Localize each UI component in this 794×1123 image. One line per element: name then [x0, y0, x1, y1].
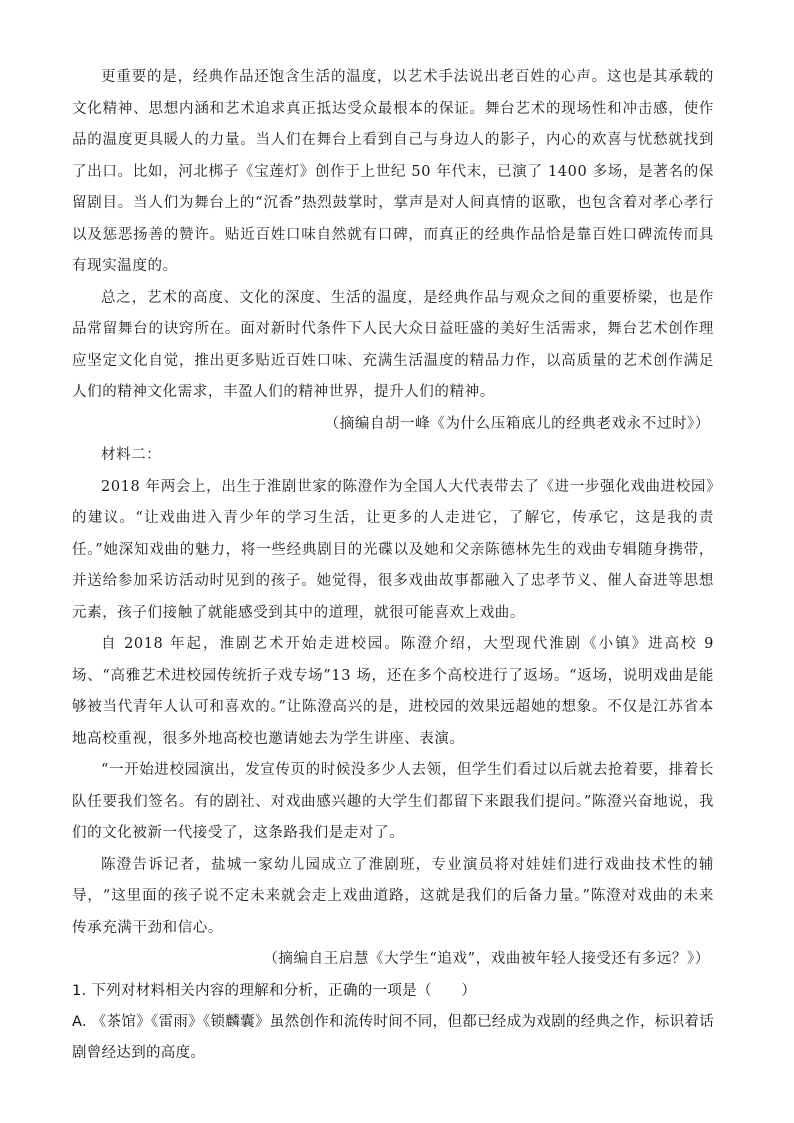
source-citation-1: （摘编自胡一峰《为什么压箱底儿的经典老戏永不过时》） [324, 415, 710, 432]
paragraph-conclusion: 总之，艺术的高度、文化的深度、生活的温度，是经典作品与观众之间的重要桥梁，也是作品常留舞台的诀窍所在。面对新时代条件下人民大众日益旺盛的美好生活需求，舞台艺术创作理应坚定文化自觉，推出更多贴近百姓口味、充满生活温度的精品力作，以高质量的艺术创作满足人们的精神文化需求，丰盈人们的精神世界，提升人们的精神。 [72, 289, 714, 400]
source-citation-2: （摘编自王启慧《大学生“追戏”，戏曲被年轻人接受还有多远？》） [263, 951, 710, 967]
paragraph-campus-performances: 自 2018 年起，淮剧艺术开始走进校园。陈澄介绍，大型现代淮剧《小镇》进高校 9 场、“高雅艺术进校园传统折子戏专场”13 场，还在多个高校进行了返场。“返场，说明戏曲是能够被当代青年人认可和喜欢的。”让陈澄高兴的是，进校园的效果远超她的想象。不仅是江苏省本地高校重视，很多外地高校也邀请她去为学生讲座、表演。 [72, 636, 714, 747]
paragraph-two-sessions: 2018 年两会上，出生于淮剧世家的陈澄作为全国人大代表带去了《进一步强化戏曲进校园》的建议。“让戏曲进入青少年的学习生活，让更多的人走进它，了解它，传承它，这是我的责任。”她深知戏曲的魅力，将一些经典剧目的光碟以及她和父亲陈德林先生的戏曲专辑随身携带，并送给参加采访活动时见到的孩子。她觉得，很多戏曲故事都融入了忠孝节义、催人奋进等思想元素，孩子们接触了就能感受到其中的道理，就很可能喜欢上戏曲。 [72, 478, 714, 621]
question-1-option-a: A. 《茶馆》《雷雨》《锁麟囊》虽然创作和流传时间不同，但都已经成为戏剧的经典之作，标识着话剧曾经达到的高度。 [72, 1013, 714, 1061]
paragraph-kindergarten-class: 陈澄告诉记者，盐城一家幼儿园成立了淮剧班，专业演员将对娃娃们进行戏曲技术性的辅导，“这里面的孩子说不定未来就会走上戏曲道路，这就是我们的后备力量。”陈澄对戏曲的未来传承充满干劲和信心。 [72, 856, 714, 936]
paragraph-students-response: “一开始进校园演出，发宣传页的时候没多少人去领，但学生们看过以后就去抢着要，排着长队任要我们签名。有的剧社、对戏曲感兴趣的大学生们都留下来跟我们提问。”陈澄兴奋地说，我们的文化被新一代接受了，这条路我们是走对了。 [72, 762, 714, 841]
material-2-heading: 材料二： [101, 447, 162, 463]
paragraph-classic-works-warmth: 更重要的是，经典作品还饱含生活的温度，以艺术手法说出老百姓的心声。这也是其承载的文化精神、思想内涵和艺术追求真正抵达受众最根本的保证。舞台艺术的现场性和冲击感，使作品的温度更具暖人的力量。当人们在舞台上看到自己与身边人的影子，内心的欢喜与忧愁就找到了出口。比如，河北梆子《宝莲灯》创作于上世纪 50 年代末，已演了 1400 多场，是著名的保留剧目。当人们为舞台上的“沉香”热烈鼓掌时，掌声是对人间真情的讴歌，也包含着对孝心孝行以及惩恶扬善的赞许。贴近百姓口味自然就有口碑，而真正的经典作品恰是靠百姓口碑流传而具有现实温度的。 [72, 69, 714, 274]
question-1-stem: 1. 下列对材料相关内容的理解和分析，正确的一项是（ ） [72, 982, 477, 999]
